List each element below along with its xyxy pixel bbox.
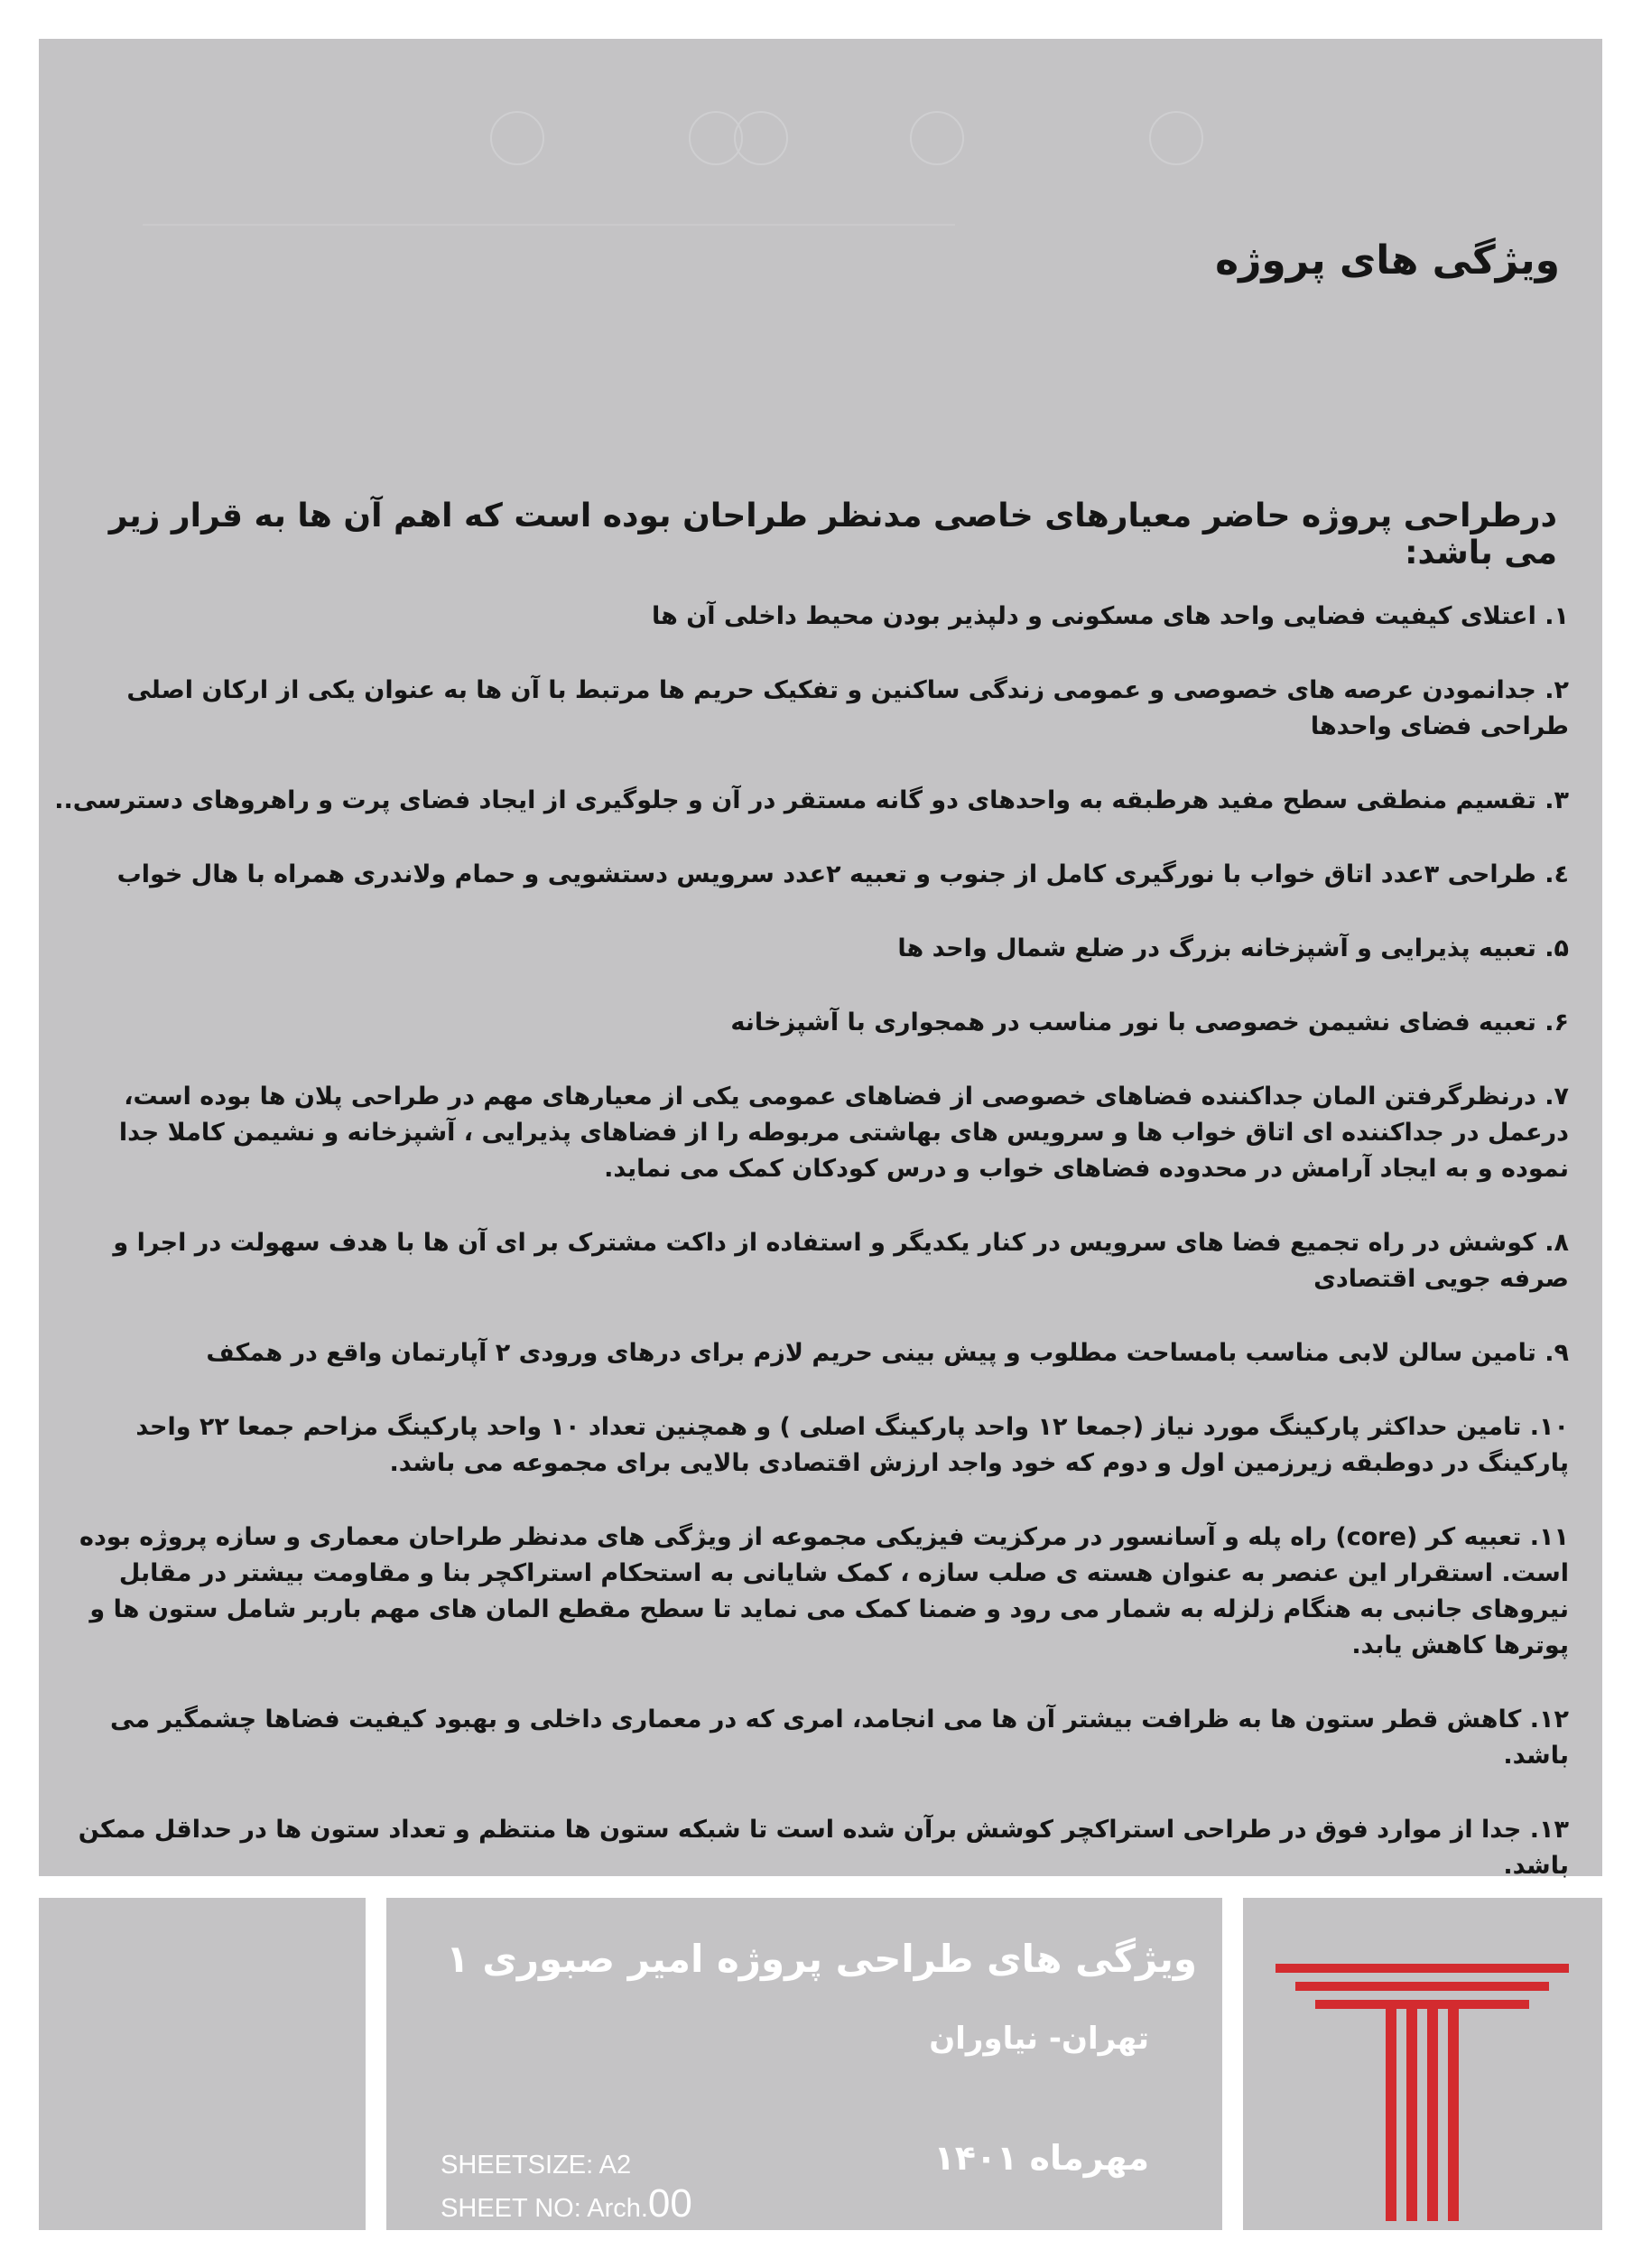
decorative-circle bbox=[910, 111, 964, 165]
intro-paragraph: درطراحی پروژه حاضر معیارهای خاصی مدنظر طراحان بوده است که اهم آن ها به قرار زیر می باشد: bbox=[108, 497, 1557, 572]
feature-item: ۹. تامین سالن لابی مناسب بامساحت مطلوب و پیش بینی حریم لازم برای درهای ورودی ۲ آپارتمان واقع در همکف bbox=[206, 1339, 1569, 1367]
feature-item: ۶. تعبیه فضای نشیمن خصوصی با نور مناسب در همجواری با آشپزخانه bbox=[730, 1009, 1569, 1036]
red-columns-logo-icon bbox=[1276, 1937, 1569, 2226]
feature-item: ۸. کوشش در راه تجمیع فضا های سرویس در کنار یکدیگر و استفاده از داکت مشترک بر ای آن ها با هدف سهولت در اجرا و صرفه جویی اقتصادی bbox=[113, 1229, 1569, 1293]
feature-item: ۲. جدانمودن عرصه های خصوصی و عمومی زندگی ساکنین و تفکیک حریم ها مرتبط با آن ها به عنوان یکی از ارکان اصلی طراحی فضای واحدها bbox=[126, 676, 1569, 740]
feature-item: ۱. اعتلای کیفیت فضایی واحد های مسکونی و دلپذیر بودن محیط داخلی آن ها bbox=[652, 602, 1569, 630]
decorative-circle bbox=[734, 111, 788, 165]
sheet-number-label: SHEET NO: Arch. bbox=[441, 2194, 648, 2223]
main-content-panel bbox=[39, 39, 1602, 1880]
decorative-line bbox=[143, 224, 955, 226]
decorative-circle bbox=[1149, 111, 1203, 165]
feature-item: ۱۱. تعبیه کر (core) راه پله و آسانسور در مرکزیت فیزیکی مجموعه از ویژگی های مدنظر طراحان معماری و سازه پروژه بوده است. استقرار این عنصر به عنوان هسته ی صلب سازه ، کمک شایانی به استحکام استراکچر بنا و مقاومت بیشتر در مقابل نیروهای جانبی به هنگام زلزله به شمار می رود و ضمنا کمک می نماید تا سطح مقطع المان های مهم باربر شامل ستون ها و پوترها کاهش یابد. bbox=[79, 1523, 1569, 1659]
page-title: ویژگی های پروژه bbox=[1215, 237, 1560, 284]
project-location: تهران- نیاوران bbox=[929, 2021, 1149, 2057]
sheet-size: SHEETSIZE: A2 bbox=[441, 2151, 632, 2180]
feature-item: ۵. تعبیه پذیرایی و آشپزخانه بزرگ در ضلع شمال واحد ها bbox=[897, 934, 1569, 962]
project-title: ویژگی های طراحی پروژه امیر صبوری ۱ bbox=[446, 1937, 1197, 1981]
decorative-circle bbox=[490, 111, 544, 165]
feature-item: ٤. طراحی ۳عدد اتاق خواب با نورگیری کامل از جنوب و تعبیه ۲عدد سرویس دستشویی و حمام ولاندری همراه با هال خواب bbox=[116, 860, 1569, 888]
feature-item: ۱۰. تامین حداکثر پارکینگ مورد نیاز (جمعا ۱۲ واحد پارکینگ اصلی ) و همچنین تعداد ۱۰ واحد پارکینگ مزاحم جمعا ۲۲ واحد پارکینگ در دوطبقه زیرزمین اول و دوم که خود واجد ارزش اقتصادی بالایی برای مجموعه می باشد. bbox=[135, 1413, 1569, 1477]
feature-item: ۱۳. جدا از موارد فوق در طراحی استراکچر کوشش برآن شده است تا شبکه ستون ها منتظم و تعداد ستون ها در حداقل ممکن باشد. bbox=[78, 1816, 1569, 1880]
sheet-number bbox=[441, 2181, 692, 2226]
sheet-number-value: 00 bbox=[647, 2181, 692, 2226]
feature-item: ۳. تقسیم منطقی سطح مفید هرطبقه به واحدهای دو گانه مستقر در آن و جلوگیری از ایجاد فضای پرت و راهروهای دسترسی.. bbox=[54, 786, 1569, 814]
features-list bbox=[52, 599, 1569, 1922]
title-block-blank-cell bbox=[39, 1898, 366, 2230]
project-date: مهرماه ۱۴۰۱ bbox=[933, 2138, 1149, 2178]
feature-item: ۷. درنظرگرفتن المان جداکننده فضاهای خصوصی از فضاهای عمومی یکی از معیارهای مهم در طراحی پلان ها بوده است، درعمل در جداکننده ای اتاق خواب ها و سرویس های بهاشتی مربوطه را از فضاهای پذیرایی ، آشپزخانه و نشیمن کاملا جدا نموده و به ایجاد آرامش در محدوده فضاهای خواب و درس کودکان کمک می نماید. bbox=[118, 1083, 1569, 1183]
feature-item: ۱۲. کاهش قطر ستون ها به ظرافت بیشتر آن ها می انجامد، امری که در معماری داخلی و بهبود کیفیت فضاها چشمگیر می باشد. bbox=[110, 1706, 1569, 1770]
